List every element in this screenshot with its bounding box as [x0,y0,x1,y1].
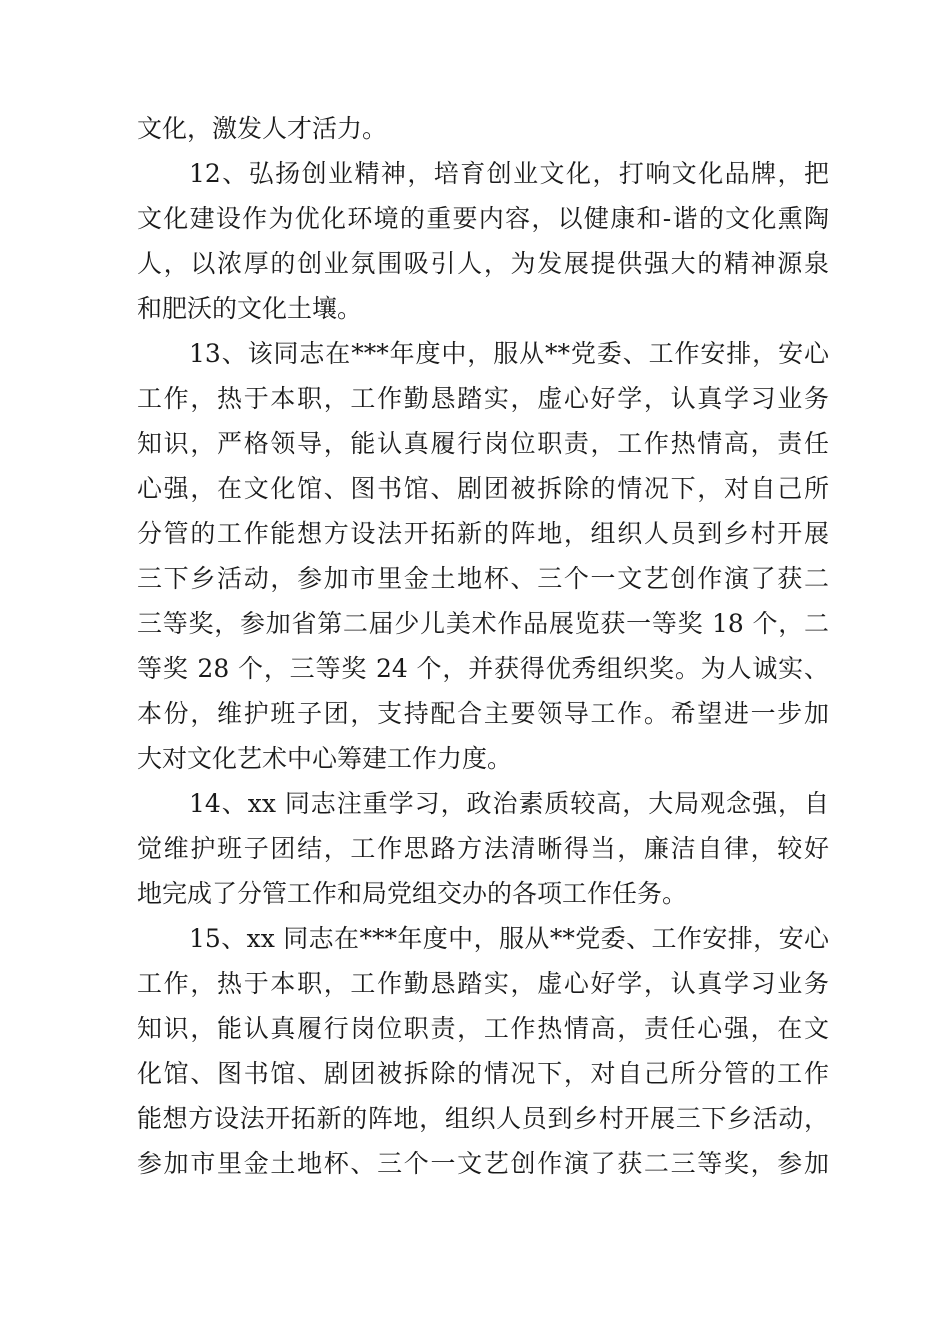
text-line: 参加市里金土地杯、三个一文艺创作演了获二三等奖，参加 [137,1149,829,1178]
text-line: 文化，激发人才活力。 [137,114,388,143]
paragraph-13 [137,331,829,781]
text-line: 和肥沃的文化土壤。 [137,294,363,323]
text-line: 心强，在文化馆、图书馆、剧团被拆除的情况下，对自己所 [137,474,829,503]
text-line: 文化建设作为优化环境的重要内容，以健康和-谐的文化熏陶 [137,204,829,233]
text-line: 三等奖，参加省第二届少儿美术作品展览获一等奖 18 个，二 [137,609,829,638]
text-line: 能想方设法开拓新的阵地，组织人员到乡村开展三下乡活动， [137,1104,829,1133]
text-line: 知识，能认真履行岗位职责，工作热情高，责任心强，在文 [137,1014,829,1043]
text-line: 工作，热于本职，工作勤恳踏实，虚心好学，认真学习业务 [137,384,829,413]
text-line: 13、该同志在***年度中，服从**党委、工作安排，安心 [189,339,829,368]
paragraph-11-tail [137,106,829,151]
text-line: 12、弘扬创业精神，培育创业文化，打响文化品牌，把 [189,159,829,188]
text-line: 觉维护班子团结，工作思路方法清晰得当，廉洁自律，较好 [137,834,829,863]
text-line: 化馆、图书馆、剧团被拆除的情况下，对自己所分管的工作 [137,1059,829,1088]
paragraph-14 [137,781,829,916]
text-line: 本份，维护班子团，支持配合主要领导工作。希望进一步加 [137,699,829,728]
document-page [137,106,829,1186]
text-line: 大对文化艺术中心筹建工作力度。 [137,744,513,773]
text-line: 工作，热于本职，工作勤恳踏实，虚心好学，认真学习业务 [137,969,829,998]
text-line: 人，以浓厚的创业氛围吸引人，为发展提供强大的精神源泉 [137,249,829,278]
paragraph-15 [137,916,829,1186]
text-line: 三下乡活动，参加市里金土地杯、三个一文艺创作演了获二 [137,564,829,593]
text-line: 地完成了分管工作和局党组交办的各项工作任务。 [137,879,688,908]
text-line: 分管的工作能想方设法开拓新的阵地，组织人员到乡村开展 [137,519,829,548]
text-line: 知识，严格领导，能认真履行岗位职责，工作热情高，责任 [137,429,829,458]
text-line: 15、xx 同志在***年度中，服从**党委、工作安排，安心 [189,924,829,953]
paragraph-12 [137,151,829,331]
text-line: 等奖 28 个，三等奖 24 个，并获得优秀组织奖。为人诚实、 [137,654,829,683]
text-line: 14、xx 同志注重学习，政治素质较高，大局观念强，自 [189,789,829,818]
